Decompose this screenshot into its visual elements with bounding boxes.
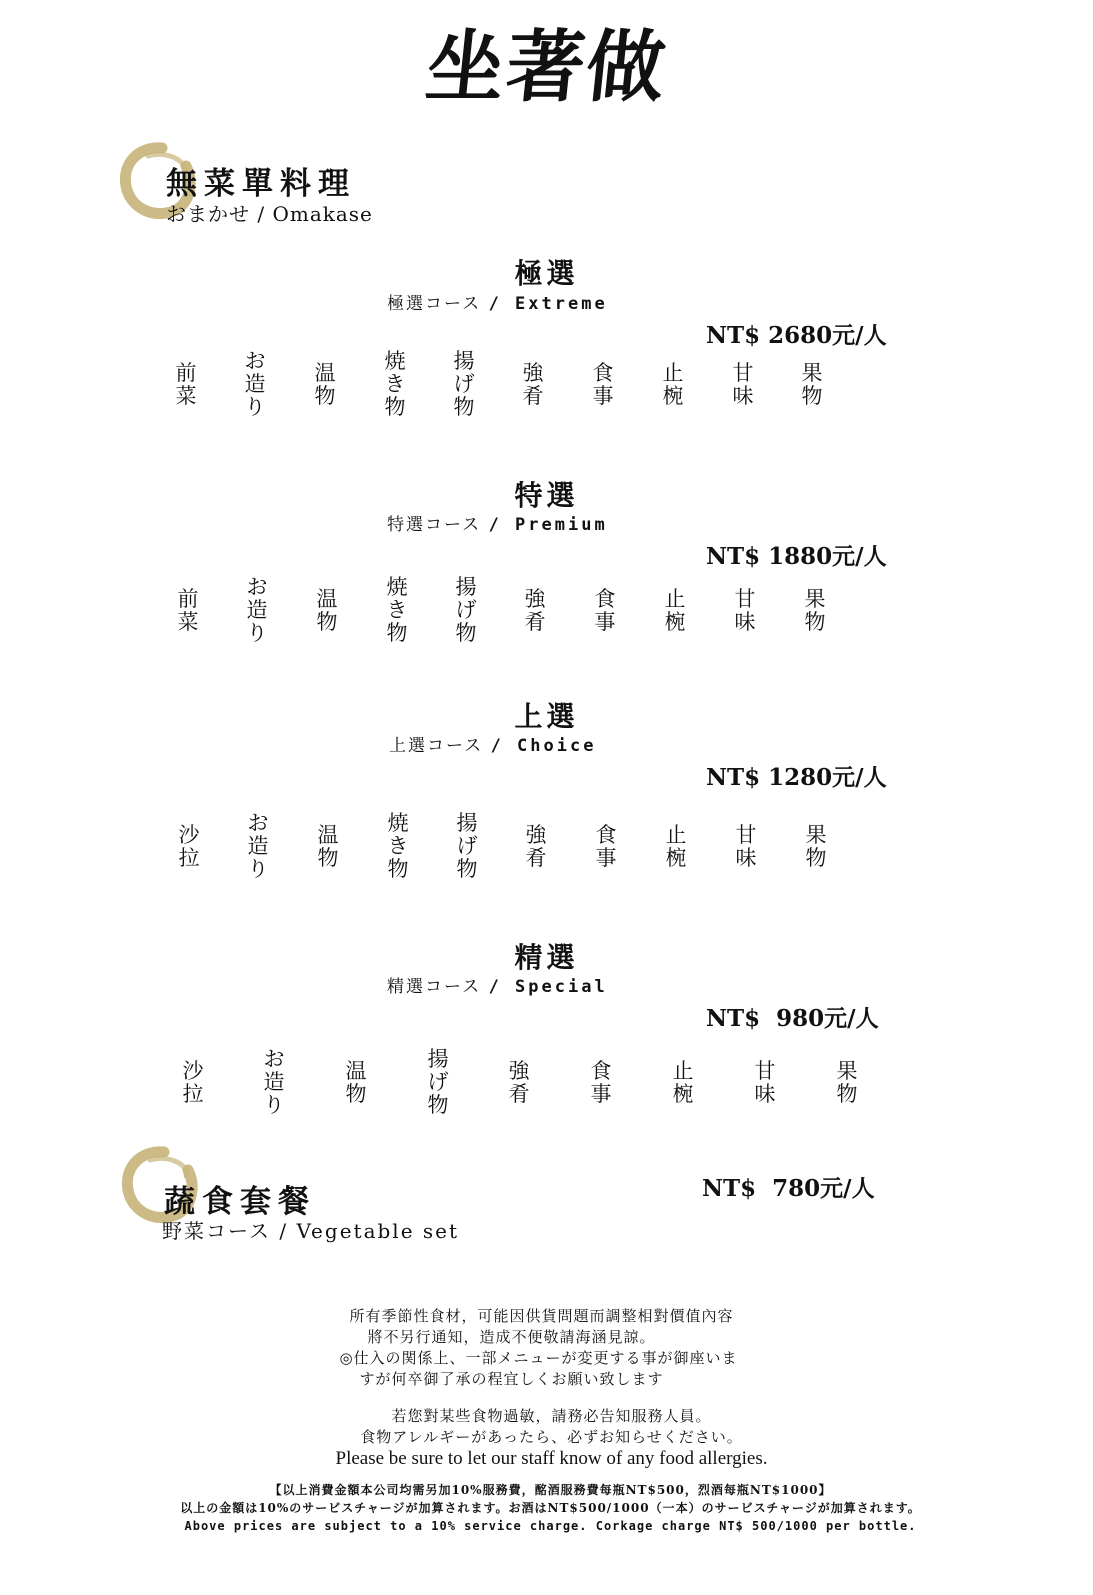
dish-list-extreme [0, 348, 1093, 428]
seasonal-note-zh: 所有季節性食材，可能因供貨問題而調整相對價值內容 [349, 1307, 734, 1325]
dish-item: 前菜 [175, 361, 197, 408]
dish-item: 果物 [801, 361, 823, 408]
dish-list-choice [0, 810, 1093, 890]
vegetable-section-subtitle: 野菜コース / Vegetable set [162, 1219, 460, 1243]
dish-item: 食事 [594, 587, 616, 634]
dish-item: 止椀 [672, 1059, 694, 1106]
dish-item: 強肴 [524, 587, 546, 634]
course-subtitle-jp: 特選コース [387, 515, 482, 535]
course-subtitle-en: / Extreme [488, 294, 608, 314]
dish-item: 焼き物 [386, 575, 408, 645]
dish-item: 甘味 [735, 823, 757, 870]
dish-item: 甘味 [734, 587, 756, 634]
dish-item: お造り [247, 811, 269, 881]
dish-item: 温物 [317, 823, 339, 870]
dish-item: 揚げ物 [427, 1047, 449, 1117]
dish-item: お造り [244, 349, 266, 419]
vegetable-price: NT$ 780元/人 [702, 1175, 875, 1202]
course-subtitle-premium [387, 515, 608, 535]
course-title-special: 精選 [514, 941, 579, 974]
dish-item: 揚げ物 [455, 575, 477, 645]
vegetable-section-title: 蔬食套餐 [164, 1184, 316, 1220]
course-subtitle-extreme [387, 294, 608, 314]
dish-list-special [0, 1046, 1093, 1126]
dish-item: 甘味 [732, 361, 754, 408]
seasonal-note-jp: ◎仕入の関係上、一部メニューが変更する事が御座いま [339, 1349, 738, 1367]
course-subtitle-en: / Premium [488, 515, 608, 535]
seasonal-note-jp: すが何卒御了承の程宜しくお願い致します [359, 1370, 664, 1388]
allergy-note-en: Please be sure to let our staff know of any food allergies. [335, 1448, 768, 1469]
seasonal-notice [0, 1306, 1093, 1390]
course-title-choice: 上選 [514, 700, 579, 733]
dish-item: 果物 [805, 823, 827, 870]
course-title-premium: 特選 [514, 479, 579, 512]
charge-note-jp: 以上の金額は10%のサービスチャージが加算されます。お酒はNT$500/1000（一本）のサービスチャージが加算されます。 [180, 1501, 921, 1515]
course-subtitle-special [387, 977, 608, 997]
omakase-section-subtitle: おまかせ / Omakase [166, 202, 373, 226]
dish-item: 温物 [345, 1059, 367, 1106]
dish-item: 果物 [836, 1059, 858, 1106]
dish-item: 止椀 [662, 361, 684, 408]
dish-item: お造り [263, 1047, 285, 1117]
dish-item: 温物 [314, 361, 336, 408]
dish-item: 食事 [595, 823, 617, 870]
dish-item: 食事 [592, 361, 614, 408]
dish-item: 強肴 [522, 361, 544, 408]
course-price-choice: NT$ 1280元/人 [706, 764, 887, 791]
dish-item: 沙拉 [178, 823, 200, 870]
course-subtitle-en: / Choice [490, 736, 597, 756]
dish-item: 前菜 [177, 587, 199, 634]
dish-item: お造り [246, 575, 268, 645]
dish-item: 果物 [804, 587, 826, 634]
dish-list-premium [0, 574, 1093, 654]
dish-item: 甘味 [754, 1059, 776, 1106]
dish-item: 焼き物 [387, 811, 409, 881]
dish-item: 揚げ物 [453, 349, 475, 419]
service-charge-notice [0, 1481, 1093, 1535]
charge-note-zh: 【以上消費金額本公司均需另加10%服務費，酩酒服務費每瓶NT$500，烈酒每瓶NT$1000】 [269, 1483, 832, 1497]
dish-item: 止椀 [664, 587, 686, 634]
course-price-extreme: NT$ 2680元/人 [706, 322, 887, 349]
dish-item: 揚げ物 [456, 811, 478, 881]
course-subtitle-en: / Special [488, 977, 608, 997]
course-subtitle-choice [389, 736, 596, 756]
dish-item: 食事 [590, 1059, 612, 1106]
course-title-extreme: 極選 [514, 257, 579, 290]
course-subtitle-jp: 極選コース [387, 294, 482, 314]
course-subtitle-jp: 精選コース [387, 977, 482, 997]
course-subtitle-jp: 上選コース [389, 736, 484, 756]
dish-item: 止椀 [665, 823, 687, 870]
dish-item: 温物 [316, 587, 338, 634]
dish-item: 沙拉 [182, 1059, 204, 1106]
allergy-notice [0, 1406, 1093, 1470]
brand-logo: 坐著做 [421, 22, 672, 113]
course-price-special: NT$ 980元/人 [706, 1005, 879, 1032]
dish-item: 強肴 [508, 1059, 530, 1106]
seasonal-note-zh: 將不另行通知，造成不便敬請海涵見諒。 [367, 1328, 656, 1346]
allergy-note-jp: 食物アレルギーがあったら、必ずお知らせください。 [360, 1428, 743, 1446]
dish-item: 焼き物 [384, 349, 406, 419]
dish-item: 強肴 [525, 823, 547, 870]
allergy-note-zh: 若您對某些食物過敏，請務必告知服務人員。 [391, 1407, 712, 1425]
charge-note-en: Above prices are subject to a 10% service charge. Corkage charge NT$ 500/1000 per bottle. [184, 1519, 917, 1533]
omakase-section-title: 無菜單料理 [166, 166, 356, 202]
course-price-premium: NT$ 1880元/人 [706, 543, 887, 570]
